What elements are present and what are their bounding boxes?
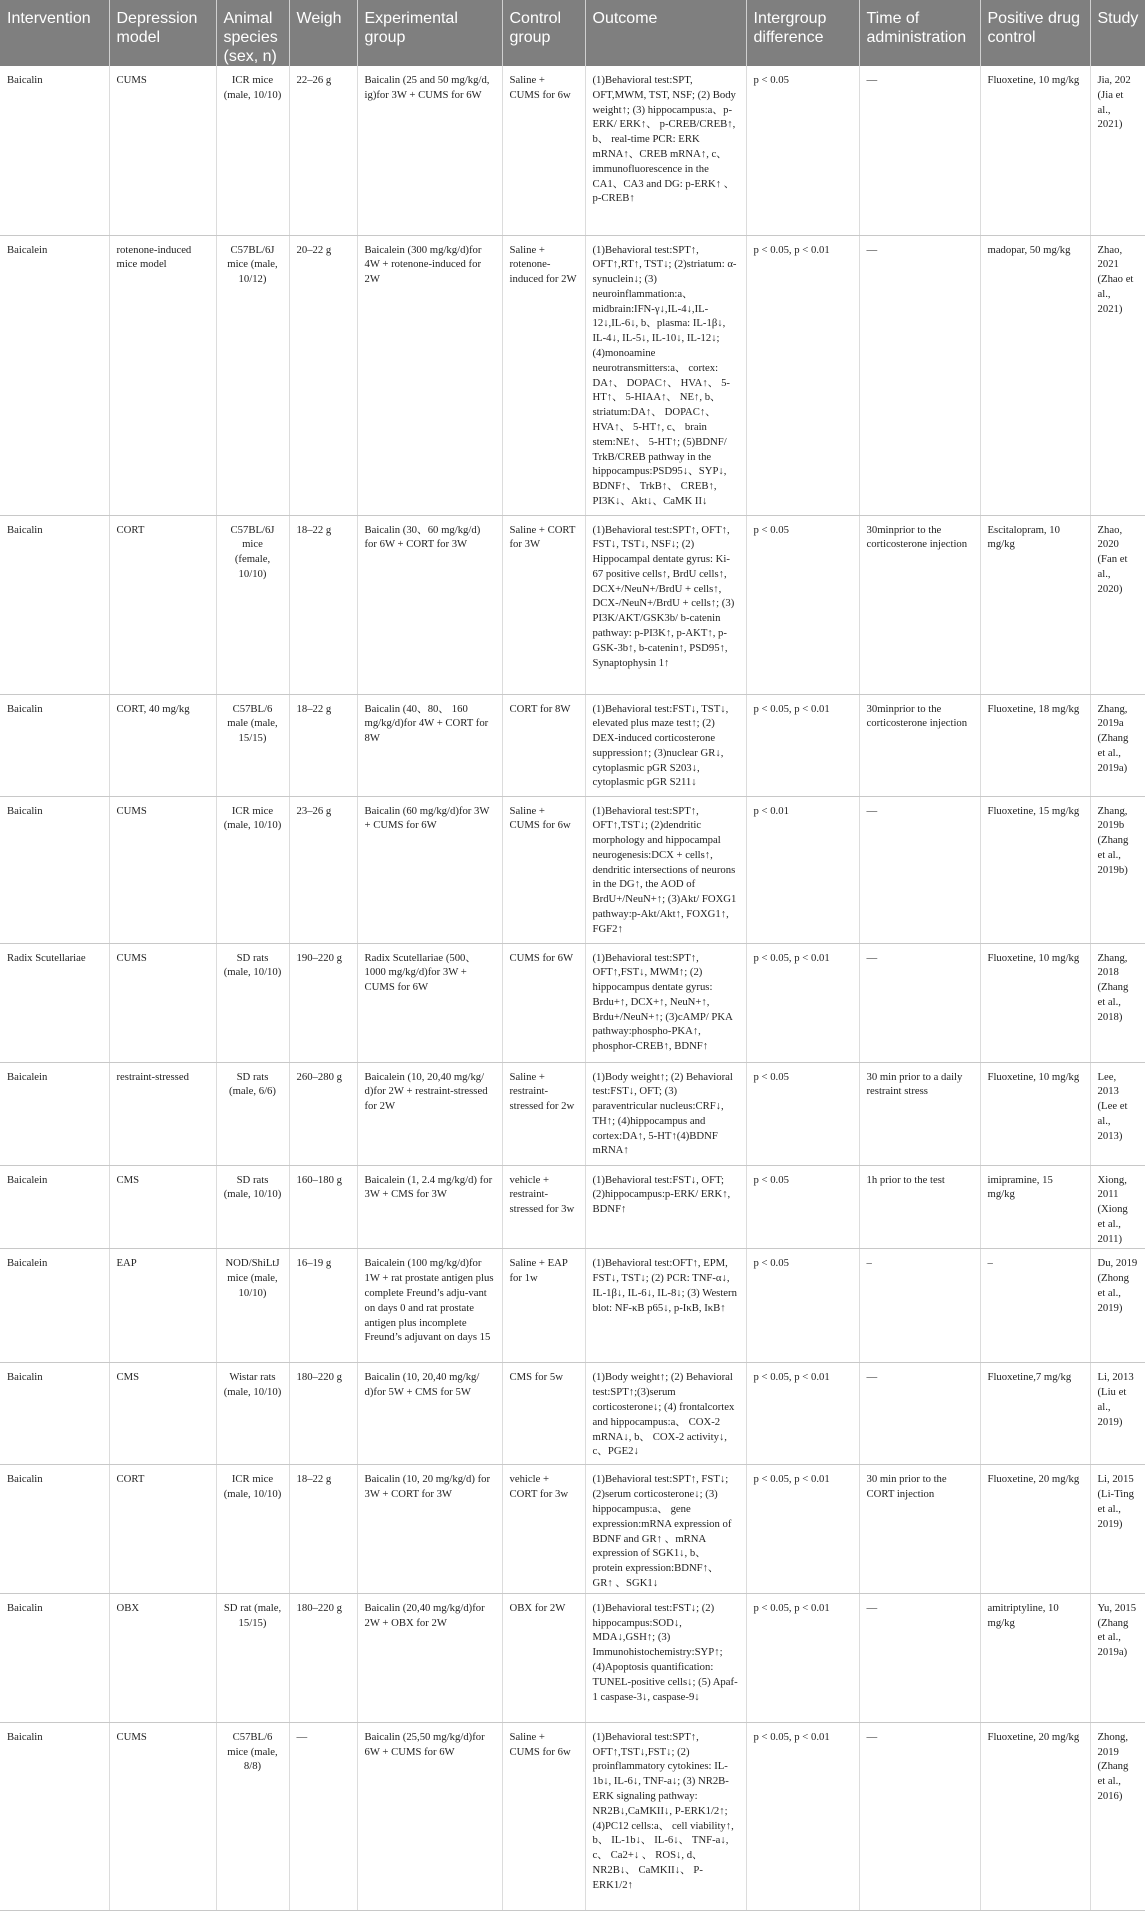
table-row	[0, 943, 1145, 1062]
cell-outcome: (1)Behavioral test:FST↓, TST↓, elevated plus maze test↑; (2) DEX-induced corticosterone suppression↑; (3)nuclear GR↓, cytoplasmic pGR S203↓, cytoplasmic pGR S211↓	[585, 694, 746, 796]
cell-weight: 22–26 g	[289, 66, 357, 235]
cell-weight: 18–22 g	[289, 694, 357, 796]
cell-study: Yu, 2015 (Zhang et al., 2019a)	[1090, 1593, 1145, 1722]
cell-study: Jia, 202 (Jia et al., 2021)	[1090, 66, 1145, 235]
cell-time-of-administration: —	[859, 943, 980, 1062]
cell-weight: 260–280 g	[289, 1062, 357, 1165]
cell-outcome: (1)Behavioral test:SPT↑, OFT↑,FST↓, MWM↑; (2) hippocampus dentate gyrus: Brdu+↑, DCX+↑, NeuN+↑, Brdu+/NeuN+↑; (3)cAMP/ PKA pathway:phospho-PKA↑, phosphor-CREB↑, BDNF↑	[585, 943, 746, 1062]
header-experimental-group: Experimental group	[357, 0, 502, 66]
cell-animal-species: ICR mice (male, 10/10)	[216, 66, 289, 235]
cell-intervention: Baicalin	[0, 515, 109, 694]
cell-intergroup-difference: p < 0.05, p < 0.01	[746, 1465, 859, 1593]
cell-depression-model: CMS	[109, 1363, 216, 1465]
cell-animal-species: C57BL/6J mice (female, 10/10)	[216, 515, 289, 694]
cell-experimental-group: Baicalin (10, 20,40 mg/kg/ d)for 5W + CMS for 5W	[357, 1363, 502, 1465]
cell-intervention: Radix Scutellariae	[0, 943, 109, 1062]
cell-study: Li, 2015 (Li-Ting et al., 2019)	[1090, 1465, 1145, 1593]
cell-control-group: Saline + CORT for 3W	[502, 515, 585, 694]
table-row	[0, 66, 1145, 235]
cell-experimental-group: Baicalein (300 mg/kg/d)for 4W + rotenone-induced for 2W	[357, 235, 502, 515]
cell-outcome: (1)Body weight↑; (2) Behavioral test:SPT↑;(3)serum corticosterone↓; (4) frontalcortex and hippocampus:a、 COX-2 mRNA↓, b、 COX-2 activity↓, c、PGE2↓	[585, 1363, 746, 1465]
cell-animal-species: SD rat (male, 15/15)	[216, 1593, 289, 1722]
cell-outcome: (1)Behavioral test:FST↓; (2) hippocampus:SOD↓, MDA↓,GSH↑; (3) Immunohistochemistry:SYP↑; (4)Apoptosis quantification: TUNEL-positive cells↓; (5) Apaf-1 caspase-3↓, caspase-9↓	[585, 1593, 746, 1722]
cell-weight: 18–22 g	[289, 1465, 357, 1593]
header-intervention: Intervention	[0, 0, 109, 66]
cell-intervention: Baicalin	[0, 1465, 109, 1593]
cell-intervention: Baicalein	[0, 1249, 109, 1363]
table-row	[0, 515, 1145, 694]
cell-intergroup-difference: p < 0.05, p < 0.01	[746, 1363, 859, 1465]
cell-depression-model: CORT	[109, 1465, 216, 1593]
header-positive-drug-control: Positive drug control	[980, 0, 1090, 66]
cell-experimental-group: Baicalin (25,50 mg/kg/d)for 6W + CUMS for 6W	[357, 1722, 502, 1910]
cell-study: Zhang, 2019b (Zhang et al., 2019b)	[1090, 796, 1145, 943]
cell-animal-species: C57BL/6 male (male, 15/15)	[216, 694, 289, 796]
cell-intergroup-difference: p < 0.05	[746, 515, 859, 694]
cell-experimental-group: Baicalin (40、80、 160 mg/kg/d)for 4W + CORT for 8W	[357, 694, 502, 796]
cell-positive-drug-control: madopar, 50 mg/kg	[980, 235, 1090, 515]
cell-positive-drug-control: Fluoxetine, 20 mg/kg	[980, 1722, 1090, 1910]
cell-control-group: vehicle + CORT for 3w	[502, 1465, 585, 1593]
cell-time-of-administration: 30minprior to the corticosterone injection	[859, 515, 980, 694]
table-row	[0, 694, 1145, 796]
cell-intergroup-difference: p < 0.05, p < 0.01	[746, 943, 859, 1062]
cell-experimental-group: Baicalin (20,40 mg/kg/d)for 2W + OBX for 2W	[357, 1593, 502, 1722]
cell-weight: 190–220 g	[289, 943, 357, 1062]
cell-intervention: Baicalein	[0, 235, 109, 515]
cell-depression-model: CORT, 40 mg/kg	[109, 694, 216, 796]
table-row	[0, 1363, 1145, 1465]
cell-positive-drug-control: amitriptyline, 10 mg/kg	[980, 1593, 1090, 1722]
header-outcome: Outcome	[585, 0, 746, 66]
cell-time-of-administration: 30 min prior to a daily restraint stress	[859, 1062, 980, 1165]
cell-positive-drug-control: Fluoxetine, 10 mg/kg	[980, 66, 1090, 235]
cell-positive-drug-control: Fluoxetine, 10 mg/kg	[980, 943, 1090, 1062]
cell-time-of-administration: —	[859, 66, 980, 235]
cell-weight: 160–180 g	[289, 1165, 357, 1249]
cell-control-group: CMS for 5w	[502, 1363, 585, 1465]
table-row	[0, 1465, 1145, 1593]
cell-animal-species: NOD/ShiLtJ mice (male, 10/10)	[216, 1249, 289, 1363]
cell-experimental-group: Baicalein (1, 2.4 mg/kg/d) for 3W + CMS for 3W	[357, 1165, 502, 1249]
cell-intervention: Baicalin	[0, 66, 109, 235]
cell-intergroup-difference: p < 0.05	[746, 1249, 859, 1363]
cell-experimental-group: Baicalein (10, 20,40 mg/kg/ d)for 2W + restraint-stressed for 2W	[357, 1062, 502, 1165]
cell-control-group: Saline + EAP for 1w	[502, 1249, 585, 1363]
cell-study: Li, 2013 (Liu et al., 2019)	[1090, 1363, 1145, 1465]
cell-time-of-administration: 1h prior to the test	[859, 1165, 980, 1249]
cell-time-of-administration: 30minprior to the corticosterone injection	[859, 694, 980, 796]
cell-intervention: Baicalin	[0, 1363, 109, 1465]
cell-positive-drug-control: Escitalopram, 10 mg/kg	[980, 515, 1090, 694]
cell-study: Zhong, 2019 (Zhang et al., 2016)	[1090, 1722, 1145, 1910]
cell-control-group: vehicle + restraint-stressed for 3w	[502, 1165, 585, 1249]
cell-depression-model: CUMS	[109, 796, 216, 943]
cell-depression-model: CMS	[109, 1165, 216, 1249]
header-animal-species: Animal species (sex, n)	[216, 0, 289, 66]
cell-outcome: (1)Behavioral test:SPT↑, FST↓; (2)serum corticosterone↓; (3) hippocampus:a、 gene expression:mRNA expression of BDNF and GR↑ 、mRNA expression of SGK1↓, b、 protein expression:BDNF↑、 GR↑ 、SGK1↓	[585, 1465, 746, 1593]
cell-intervention: Baicalin	[0, 1722, 109, 1910]
cell-animal-species: C57BL/6 mice (male, 8/8)	[216, 1722, 289, 1910]
table-row	[0, 235, 1145, 515]
cell-depression-model: restraint-stressed	[109, 1062, 216, 1165]
cell-study: Zhao, 2021 (Zhao et al., 2021)	[1090, 235, 1145, 515]
cell-study: Xiong, 2011 (Xiong et al., 2011)	[1090, 1165, 1145, 1249]
cell-control-group: Saline + rotenone-induced for 2W	[502, 235, 585, 515]
cell-outcome: (1)Behavioral test:SPT↑, OFT↑,TST↓,FST↓; (2) proinflammatory cytokines: IL-1b↓, IL-6↓, TNF-a↓; (3) NR2B-ERK signaling pathway: NR2B↓,CaMKII↓, P-ERK1/2↑; (4)PC12 cells:a、 cell viability↑, b、 IL-1b↓、 IL-6↓、 TNF-a↓, c、 Ca2+↓ 、 ROS↓, d、 NR2B↓、 CaMKII↓、 P-ERK1/2↑	[585, 1722, 746, 1910]
cell-depression-model: CUMS	[109, 66, 216, 235]
cell-weight: 180–220 g	[289, 1363, 357, 1465]
cell-depression-model: rotenone-induced mice model	[109, 235, 216, 515]
cell-study: Zhang, 2018 (Zhang et al., 2018)	[1090, 943, 1145, 1062]
cell-study: Zhao, 2020 (Fan et al., 2020)	[1090, 515, 1145, 694]
cell-study: Lee, 2013 (Lee et al., 2013)	[1090, 1062, 1145, 1165]
cell-study: Zhang, 2019a (Zhang et al., 2019a)	[1090, 694, 1145, 796]
header-time-of-administration: Time of administration	[859, 0, 980, 66]
cell-control-group: Saline + restraint-stressed for 2w	[502, 1062, 585, 1165]
cell-positive-drug-control: Fluoxetine, 10 mg/kg	[980, 1062, 1090, 1165]
cell-intervention: Baicalin	[0, 1593, 109, 1722]
cell-outcome: (1)Behavioral test:SPT↑, OFT↑,TST↓; (2)dendritic morphology and hippocampal neurogenesis:DCX + cells↑, dendritic intersections of neurons in the DG↑, the AOD of BrdU+/NeuN+↑; (3)Akt/ FOXG1 pathway:p-Akt/Akt↑, FOXG1↑, FGF2↑	[585, 796, 746, 943]
cell-time-of-administration: —	[859, 1593, 980, 1722]
cell-depression-model: CUMS	[109, 1722, 216, 1910]
cell-control-group: Saline + CUMS for 6w	[502, 1722, 585, 1910]
header-study: Study	[1090, 0, 1145, 66]
cell-animal-species: SD rats (male, 6/6)	[216, 1062, 289, 1165]
table-row	[0, 1249, 1145, 1363]
cell-experimental-group: Baicalin (25 and 50 mg/kg/d, ig)for 3W + CUMS for 6W	[357, 66, 502, 235]
cell-control-group: Saline + CUMS for 6w	[502, 796, 585, 943]
cell-intergroup-difference: p < 0.05	[746, 66, 859, 235]
cell-intergroup-difference: p < 0.05, p < 0.01	[746, 694, 859, 796]
cell-control-group: CUMS for 6W	[502, 943, 585, 1062]
table-row	[0, 796, 1145, 943]
cell-control-group: OBX for 2W	[502, 1593, 585, 1722]
cell-experimental-group: Baicalin (10, 20 mg/kg/d) for 3W + CORT for 3W	[357, 1465, 502, 1593]
header-depression-model: Depression model	[109, 0, 216, 66]
cell-animal-species: C57BL/6J mice (male, 10/12)	[216, 235, 289, 515]
cell-weight: 180–220 g	[289, 1593, 357, 1722]
header-control-group: Control group	[502, 0, 585, 66]
cell-time-of-administration: –	[859, 1249, 980, 1363]
header-weight: Weigh	[289, 0, 357, 66]
cell-weight: 20–22 g	[289, 235, 357, 515]
cell-outcome: (1)Behavioral test:SPT↑, OFT↑,RT↑, TST↓; (2)striatum: α-synuclein↓; (3) neuroinflammation:a、 midbrain:IFN-γ↓,IL-4↓,IL-12↓,IL-6↓, b、plasma: IL-1β↓, IL-4↓, IL-5↓, IL-10↓, IL-12↓; (4)monoamine neurotransmitters:a、 cortex: DA↑、 DOPAC↑、 HVA↑、 5-HT↑、 5-HIAA↑、 NE↑, b、 striatum:DA↑、 DOPAC↑、 HVA↑、 5-HT↑, c、 brain stem:NE↑、 5-HT↑; (5)BDNF/ TrkB/CREB pathway in the hippocampus:PSD95↓、SYP↓, BDNF↑、 TrkB↑、 CREB↑, PI3K↓、Akt↓、CaMK II↓	[585, 235, 746, 515]
cell-time-of-administration: —	[859, 235, 980, 515]
cell-intergroup-difference: p < 0.01	[746, 796, 859, 943]
cell-experimental-group: Baicalein (100 mg/kg/d)for 1W + rat prostate antigen plus complete Freund’s adju-vant on days 0 and rat prostate antigen plus incomplete Freund’s adjuvant on days 15	[357, 1249, 502, 1363]
cell-positive-drug-control: imipramine, 15 mg/kg	[980, 1165, 1090, 1249]
cell-weight: 18–22 g	[289, 515, 357, 694]
cell-intergroup-difference: p < 0.05, p < 0.01	[746, 1593, 859, 1722]
cell-weight: —	[289, 1722, 357, 1910]
cell-animal-species: ICR mice (male, 10/10)	[216, 796, 289, 943]
cell-time-of-administration: —	[859, 1363, 980, 1465]
cell-outcome: (1)Behavioral test:OFT↑, EPM, FST↓, TST↓; (2) PCR: TNF-α↓, IL-1β↓, IL-6↓, IL-8↓; (3) Western blot: NF-κB p65↓, p-IκB, IκB↑	[585, 1249, 746, 1363]
cell-intervention: Baicalin	[0, 694, 109, 796]
cell-experimental-group: Baicalin (60 mg/kg/d)for 3W + CUMS for 6W	[357, 796, 502, 943]
table-row	[0, 1062, 1145, 1165]
cell-depression-model: OBX	[109, 1593, 216, 1722]
cell-intergroup-difference: p < 0.05	[746, 1165, 859, 1249]
cell-depression-model: EAP	[109, 1249, 216, 1363]
cell-outcome: (1)Behavioral test:FST↓, OFT; (2)hippocampus:p-ERK/ ERK↑, BDNF↑	[585, 1165, 746, 1249]
cell-intervention: Baicalin	[0, 796, 109, 943]
cell-time-of-administration: —	[859, 1722, 980, 1910]
cell-depression-model: CORT	[109, 515, 216, 694]
table-row	[0, 1165, 1145, 1249]
cell-time-of-administration: —	[859, 796, 980, 943]
cell-intergroup-difference: p < 0.05, p < 0.01	[746, 1722, 859, 1910]
table-row	[0, 1722, 1145, 1910]
cell-outcome: (1)Body weight↑; (2) Behavioral test:FST↓, OFT; (3) paraventricular nucleus:CRF↓, TH↑; (4)hippocampus and cortex:DA↑, 5-HT↑(4)BDNF mRNA↑	[585, 1062, 746, 1165]
cell-animal-species: ICR mice (male, 10/10)	[216, 1465, 289, 1593]
cell-positive-drug-control: Fluoxetine, 20 mg/kg	[980, 1465, 1090, 1593]
cell-experimental-group: Radix Scutellariae (500、 1000 mg/kg/d)for 3W + CUMS for 6W	[357, 943, 502, 1062]
cell-intergroup-difference: p < 0.05, p < 0.01	[746, 235, 859, 515]
cell-animal-species: SD rats (male, 10/10)	[216, 943, 289, 1062]
header-intergroup-difference: Intergroup difference	[746, 0, 859, 66]
cell-outcome: (1)Behavioral test:SPT, OFT,MWM, TST, NSF; (2) Body weight↑; (3) hippocampus:a、p-ERK/ ERK↑、 p-CREB/CREB↑, b、 real-time PCR: ERK mRNA↑、CREB mRNA↑, c、 immunofluorescence in the CA1、CA3 and DG: p-ERK↑ 、p-CREB↑	[585, 66, 746, 235]
table-header-row	[0, 0, 1145, 66]
cell-positive-drug-control: Fluoxetine, 15 mg/kg	[980, 796, 1090, 943]
cell-control-group: CORT for 8W	[502, 694, 585, 796]
cell-study: Du, 2019 (Zhong et al., 2019)	[1090, 1249, 1145, 1363]
table-row	[0, 1593, 1145, 1722]
cell-positive-drug-control: –	[980, 1249, 1090, 1363]
cell-animal-species: Wistar rats (male, 10/10)	[216, 1363, 289, 1465]
cell-depression-model: CUMS	[109, 943, 216, 1062]
cell-animal-species: SD rats (male, 10/10)	[216, 1165, 289, 1249]
cell-experimental-group: Baicalin (30、60 mg/kg/d) for 6W + CORT for 3W	[357, 515, 502, 694]
cell-intervention: Baicalein	[0, 1062, 109, 1165]
cell-time-of-administration: 30 min prior to the CORT injection	[859, 1465, 980, 1593]
cell-weight: 16–19 g	[289, 1249, 357, 1363]
cell-positive-drug-control: Fluoxetine,7 mg/kg	[980, 1363, 1090, 1465]
cell-outcome: (1)Behavioral test:SPT↑, OFT↑, FST↓, TST↓, NSF↓; (2) Hippocampal dentate gyrus: Ki-67 positive cells↑, BrdU cells↑, DCX+/NeuN+/BrdU + cells↑, DCX-/NeuN+/BrdU + cells↑; (3) PI3K/AKT/GSK3b/ b-catenin pathway: p-PI3K↑, p-AKT↑, p-GSK-3b↑, b-catenin↑, PSD95↑, Synaptophysin 1↑	[585, 515, 746, 694]
cell-intervention: Baicalein	[0, 1165, 109, 1249]
cell-weight: 23–26 g	[289, 796, 357, 943]
cell-positive-drug-control: Fluoxetine, 18 mg/kg	[980, 694, 1090, 796]
cell-intergroup-difference: p < 0.05	[746, 1062, 859, 1165]
cell-control-group: Saline + CUMS for 6w	[502, 66, 585, 235]
